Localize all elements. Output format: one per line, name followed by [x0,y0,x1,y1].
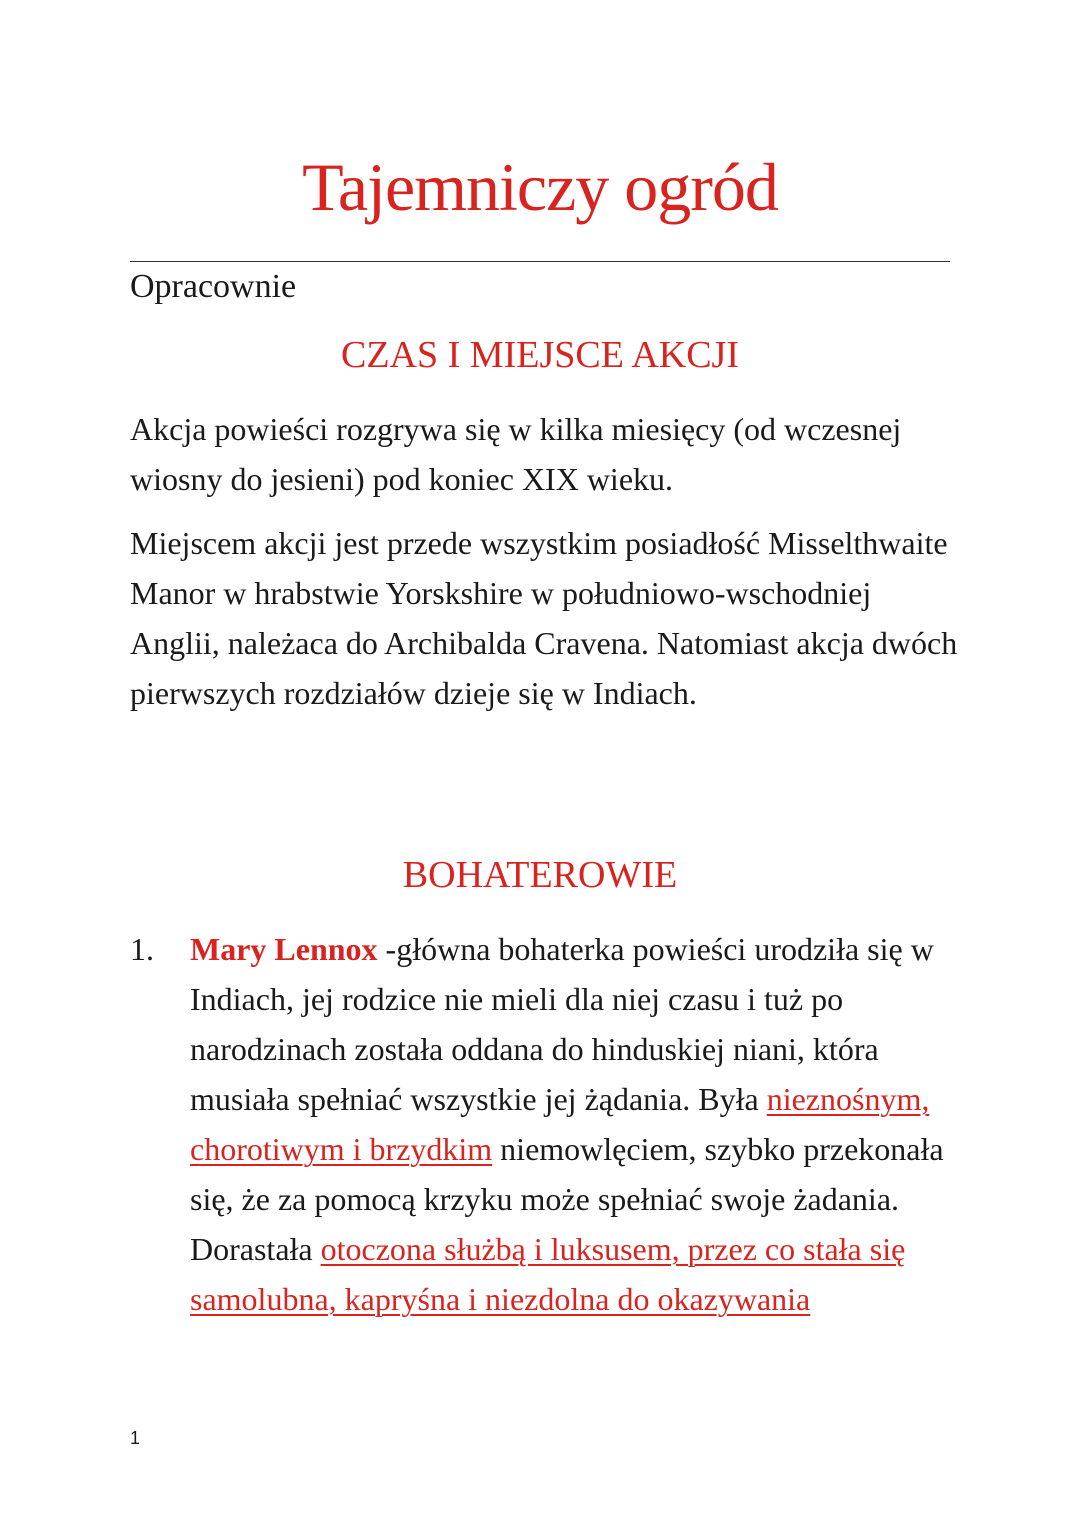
character-description-part-2: niemowlęciem, szybko przekonała się, że za pomocą krzyku może spełniać swoje żadania. Dorastała [190,1131,944,1267]
character-name: Mary Lennox [190,931,378,967]
title-divider [130,261,950,262]
list-item-number: 1. [130,931,154,967]
character-description-part-1: -główna bohaterka powieści urodziła się w Indiach, jej rodzice nie mieli dla niej czasu i tuż po narodzinach została oddana do hinduskiej niani, która musiała spełniać wszystkie jej żądania. Była [190,931,934,1117]
page-number: 1 [130,1428,141,1448]
document-subtitle: Opracownie [130,268,297,305]
list-item-character [190,924,960,1324]
section-heading-bohaterowie: BOHATEROWIE [402,854,678,896]
paragraph-time: Akcja powieści rozgrywa się w kilka miesięcy (od wczesnej wiosny do jesieni) pod koniec XIX wieku. [130,411,902,497]
character-highlight-2: otoczona służbą i luksusem, przez co stała się samolubna, kapryśna i niezdolna do okazywania [190,1231,906,1317]
document-title: Tajemniczy ogród [302,149,778,225]
paragraph-place: Miejscem akcji jest przede wszystkim posiadłość Misselthwaite Manor w hrabstwie Yorskshire w południowo-wschodniej Anglii, należaca do Archibalda Cravena. Natomiast akcja dwóch pierwszych rozdziałów dzieje się w Indiach. [130,525,958,711]
character-highlight-1: nieznośnym, chorotiwym i brzydkim [190,1081,930,1167]
section-heading-czas: CZAS I MIEJSCE AKCJI [341,334,739,376]
